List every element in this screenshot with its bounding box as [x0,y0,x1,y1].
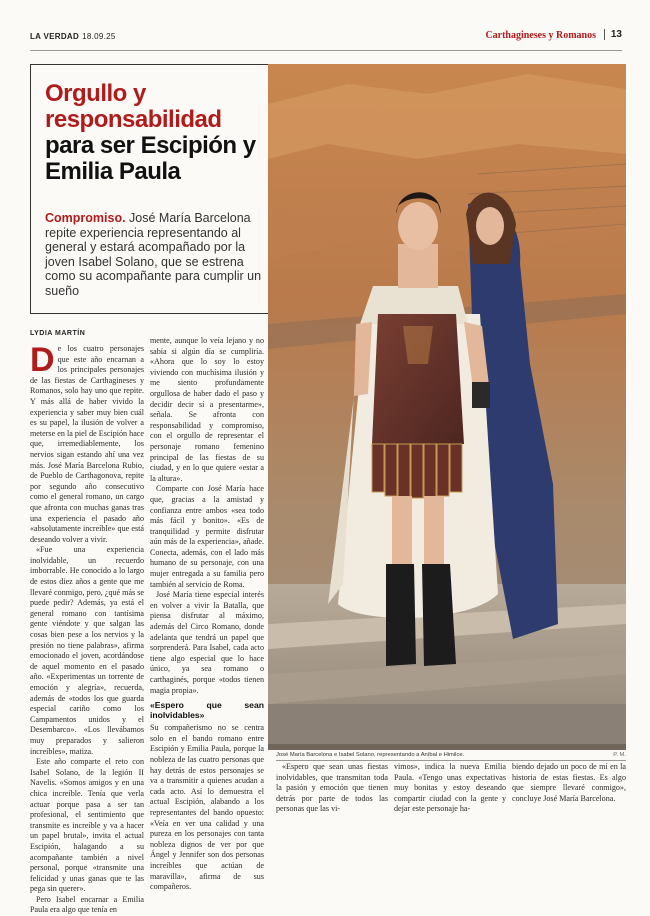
paragraph: Comparte con José María hace que, gracias a la amistad y confianza entre ambos «sea todo más fácil y bonito». «Es de tranquilidad y permite disfrutar aún más de la experiencia», añade. Conecta, además, con el lado más humano de su personaje, con una mujer entregada a su familia pero también al servicio de Roma. [150,484,264,589]
article-column-1 [30,341,144,916]
article-column-3 [276,762,388,815]
headline [45,81,265,185]
paragraph: «Fue una experiencia inolvidable, un recuerdo imborrable. He conocido a lo largo de estos diez años a gente que me llevaré conmigo, pero, ¿qué más se puede pedir? Además, ya está el general romano con tantísima gente viéndote y que salgan las cosas bien pese a los nervios y la presión no tiene palabras», afirma emocionado el joven, acordándose de aquel momento en el pasado año. «Experimentas un torrente de emoción y alegría», recuerda, además de «todos los que guarda especial cariño como los Campamentos unidos y el Desembarco». «Los llevábamos muy preparados y salieron increíbles», matiza. [30,545,144,756]
paragraph: mente, aunque lo veía lejano y no sabía si algún día se cumpliría. «Ahora que lo soy lo estoy viviendo con muchísima ilusión y me siento profundamente orgullosa de haber dado el paso y decidir decir sí a presentarme», señala. Se afronta con responsabilidad y compromiso, con el orgullo de representar el personaje romano femenino principal de las fiestas de su ciudad, y en lo que quiere «estar a la altura». [150,336,264,483]
newspaper-name [30,32,116,41]
article-column-2 [150,336,264,893]
issue-date: 18.09.25 [82,32,116,41]
article-column-4 [394,762,506,815]
paragraph [30,341,144,545]
page-number: 13 [604,29,622,40]
headline-box [30,64,270,314]
lead-text: José María Barcelona repite experiencia representando al general y estará acompañado por la joven Isabel Solano, que se estrena como su acompañante para cumplir un sueño [45,211,262,298]
drop-cap: D [30,341,55,379]
photo-credit: P. M. [613,752,626,758]
paragraph: «Espero que sean unas fiestas inolvidables, que transmitan toda la pasión y emoción que tienen detrás por parte de todos las personas que las vi- [276,762,388,814]
byline: LYDIA MARTÍN [30,330,86,337]
paragraph: vimos», indica la nueva Emilia Paula. «Tengo unas expectativas muy bonitas y estoy deseando compartir ciudad con la gente y dejar este personaje ha- [394,762,506,814]
subheading: «Espero que sean inolvidables» [150,700,264,721]
headline-red: Orgullo y responsabilidad [45,80,222,133]
lead-keyword: Compromiso. [45,211,126,225]
paragraph: Pero Isabel encarnar a Emilia Paula era algo que tenía en [30,894,144,915]
page-header [30,28,622,51]
headline-black: para ser Escipión y Emilia Paula [45,132,256,185]
paragraph: José María tiene especial interés en volver a vivir la Batalla, que piensa disfrutar al máximo, además del Circo Romano, donde adelanta que tendrá un papel que sorprenderá. Para Isabel, cada acto tiene algo especial que lo hace único, ya sea romano o carthaginés, porque «todos tienen magia propia». [150,590,264,695]
article-photo [268,64,626,750]
article-column-5 [512,762,626,804]
paragraph: Su compañerismo no se centra solo en el bando romano entre Escipión y Emilia Paula, porque la nobleza de las cuatro personas que hay detrás de estos personajes se va a transmitir a quienes acudan a cada acto. Así lo demuestra el actual Escipión, alabando a los representantes del bando opuesto: «Veía en ver una calidad y una pureza en los personajes con tanta nobleza dignos de ver por que Ángel y Jennifer son dos personas increíbles que actúan de maravilla», afirma de sus compañeros. [150,723,264,892]
paper-title: LA VERDAD [30,32,80,41]
paragraph-text: e los cuatro personajes que este año encarnan a los principales personajes de las fiestas de Carthagineses y Romanos, solo hay uno que repite. Y más allá de haber vivido la experiencia y saber muy bien cuál es su papel, la ilusión de volver a meterse en la piel de Escipión hace que, irremediablemente, los nervios sigan estando ahí una vez más. José María Barcelona Rubio, de Pueblo de Carthagonova, repite por segundo año consecutivo como el general romano, un cargo que afronta con muchas ganas tras una experiencia el pasado año «absolutamente increíble» que está deseando volver a vivir. [30,344,144,544]
paragraph: Este año comparte el reto con Isabel Solano, de la legión II Navelis. «Somos amigos y en una chica increíble. Tenía que verla actuar porque pasa a ser tan profesional, el sentimiento que transmite es increíble y va a hacer un papel brutal», invita el actual Escipión, halagando a su acompañante también a nivel personal, porque «transmite una felicidad y unas ganas que te las pega sin querer». [30,757,144,894]
paragraph: biendo dejado un poco de mí en la historia de estas fiestas. Es algo que siempre llevaré conmigo», concluye José María Barcelona. [512,762,626,803]
section-title: Carthagineses y Romanos [485,30,596,41]
photo-caption [276,752,626,761]
photo-illustration [268,64,626,750]
lead-paragraph [45,211,265,298]
caption-text: José María Barcelona e Isabel Solano, representando a Aníbal e Himilce. [276,752,465,758]
